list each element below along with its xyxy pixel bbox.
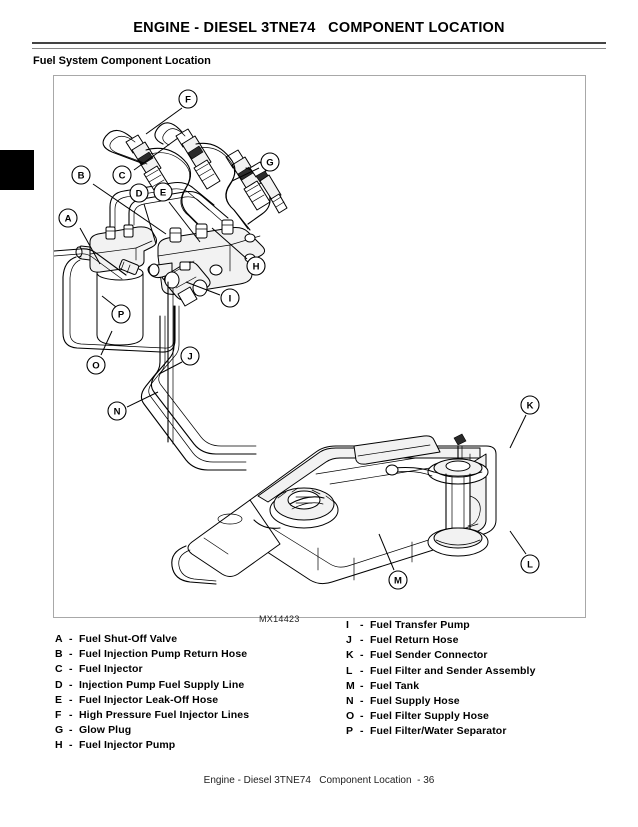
callout-label: F (185, 94, 191, 106)
callout-label: M (394, 575, 402, 587)
legend-label: Fuel Shut-Off Valve (79, 633, 178, 645)
callout-f (146, 90, 197, 134)
figure-frame (53, 75, 586, 618)
callout-label: J (187, 351, 193, 363)
legend-key: N (346, 694, 354, 707)
legend-column-left (55, 633, 249, 755)
legend-item-p (346, 725, 536, 740)
callout-label: L (527, 559, 533, 571)
callout-leader-line (159, 362, 182, 374)
legend-label: High Pressure Fuel Injector Lines (79, 708, 250, 721)
legend-item-e (55, 694, 249, 709)
callout-l (510, 531, 539, 573)
legend-label: Injection Pump Fuel Supply Line (79, 678, 245, 691)
legend-item-c (55, 663, 249, 678)
legend-label: Fuel Injector (79, 663, 143, 676)
legend-dash: - (360, 710, 364, 723)
legend-dash: - (69, 708, 73, 721)
legend-item-h (55, 739, 249, 754)
legend-key: J (346, 634, 352, 647)
legend-item-b (55, 648, 249, 663)
legend-key: M (346, 679, 355, 692)
legend-dash: - (69, 648, 73, 661)
legend-label: Fuel Injector Leak-Off Hose (79, 693, 219, 706)
section-heading: Fuel System Component Location (33, 55, 211, 67)
legend-item-m (346, 680, 536, 695)
thumb-index-tab (0, 150, 34, 190)
legend-key: B (55, 648, 63, 661)
legend-item-n (346, 695, 536, 710)
legend-dash: - (360, 694, 364, 707)
callout-label: I (228, 293, 232, 305)
legend-dash: - (360, 725, 364, 738)
callout-leader-line (510, 415, 526, 448)
legend-dash: - (360, 634, 364, 647)
legend-key: L (346, 664, 353, 677)
legend-item-j (346, 634, 536, 649)
legend-key: A (55, 633, 63, 645)
callout-label: K (526, 400, 534, 412)
callout-k (510, 396, 539, 448)
legend-dash: - (360, 664, 364, 677)
legend-label: Fuel Tank (370, 679, 420, 692)
page-footer: Engine - Diesel 3TNE74 Component Location - 36 (203, 775, 435, 786)
legend-item-g (55, 724, 249, 739)
legend-item-f (55, 709, 249, 724)
legend-key: O (346, 710, 355, 723)
legend-item-a (55, 633, 249, 648)
legend-dash: - (69, 739, 73, 752)
callout-leader-line (510, 531, 526, 554)
legend-item-i (346, 619, 536, 634)
callout-label: E (159, 187, 167, 199)
legend-label: Fuel Return Hose (370, 634, 459, 647)
legend-key: E (55, 693, 63, 706)
callout-label: H (252, 261, 260, 273)
callout-label: C (118, 170, 126, 182)
fuel-tank-filler-cap (270, 488, 338, 528)
legend-item-k (346, 649, 536, 664)
legend-dash: - (69, 693, 73, 706)
callout-label: O (92, 360, 100, 372)
legend-key: I (346, 619, 349, 631)
callout-label: P (117, 309, 125, 321)
legend-dash: - (69, 663, 73, 676)
legend-key: D (55, 678, 63, 691)
legend-dash: - (360, 649, 364, 662)
legend-label: Fuel Injector Pump (79, 739, 176, 752)
legend-key: C (55, 663, 63, 676)
legend-item-l (346, 665, 536, 680)
callout-label: D (135, 188, 143, 200)
figure-number: MX14423 (259, 614, 300, 624)
callout-label: B (77, 170, 85, 182)
legend-key: P (346, 725, 354, 738)
page-title: ENGINE - DIESEL 3TNE74 COMPONENT LOCATION (133, 20, 505, 36)
legend-dash: - (69, 678, 73, 691)
fuel-tank-group (172, 436, 496, 587)
legend-label: Fuel Transfer Pump (370, 619, 470, 631)
fuel-system-diagram (54, 76, 587, 619)
legend-label: Fuel Filter/Water Separator (370, 725, 507, 738)
fuel-lines-to-tank-group (141, 282, 256, 470)
legend-key: F (55, 708, 62, 721)
legend-label: Fuel Supply Hose (370, 694, 460, 707)
legend-column-right (346, 619, 536, 741)
callout-label: N (113, 406, 121, 418)
legend-label: Glow Plug (79, 724, 132, 737)
legend-dash: - (69, 724, 73, 737)
legend-dash: - (360, 619, 364, 631)
legend-item-d (55, 679, 249, 694)
legend-label: Fuel Filter Supply Hose (370, 710, 489, 723)
legend-dash: - (360, 679, 364, 692)
callout-label: G (266, 157, 274, 169)
callout-leader-line (146, 108, 182, 134)
legend-key: G (55, 724, 64, 737)
legend-dash: - (69, 633, 73, 645)
legend-item-o (346, 710, 536, 725)
header-rule (32, 42, 606, 49)
legend-label: Fuel Filter and Sender Assembly (370, 664, 536, 677)
callout-leader-line (127, 392, 158, 407)
legend-label: Fuel Sender Connector (370, 649, 488, 662)
legend-key: H (55, 739, 63, 752)
callout-label: A (64, 213, 72, 225)
legend-key: K (346, 649, 354, 662)
legend-label: Fuel Injection Pump Return Hose (79, 648, 248, 661)
